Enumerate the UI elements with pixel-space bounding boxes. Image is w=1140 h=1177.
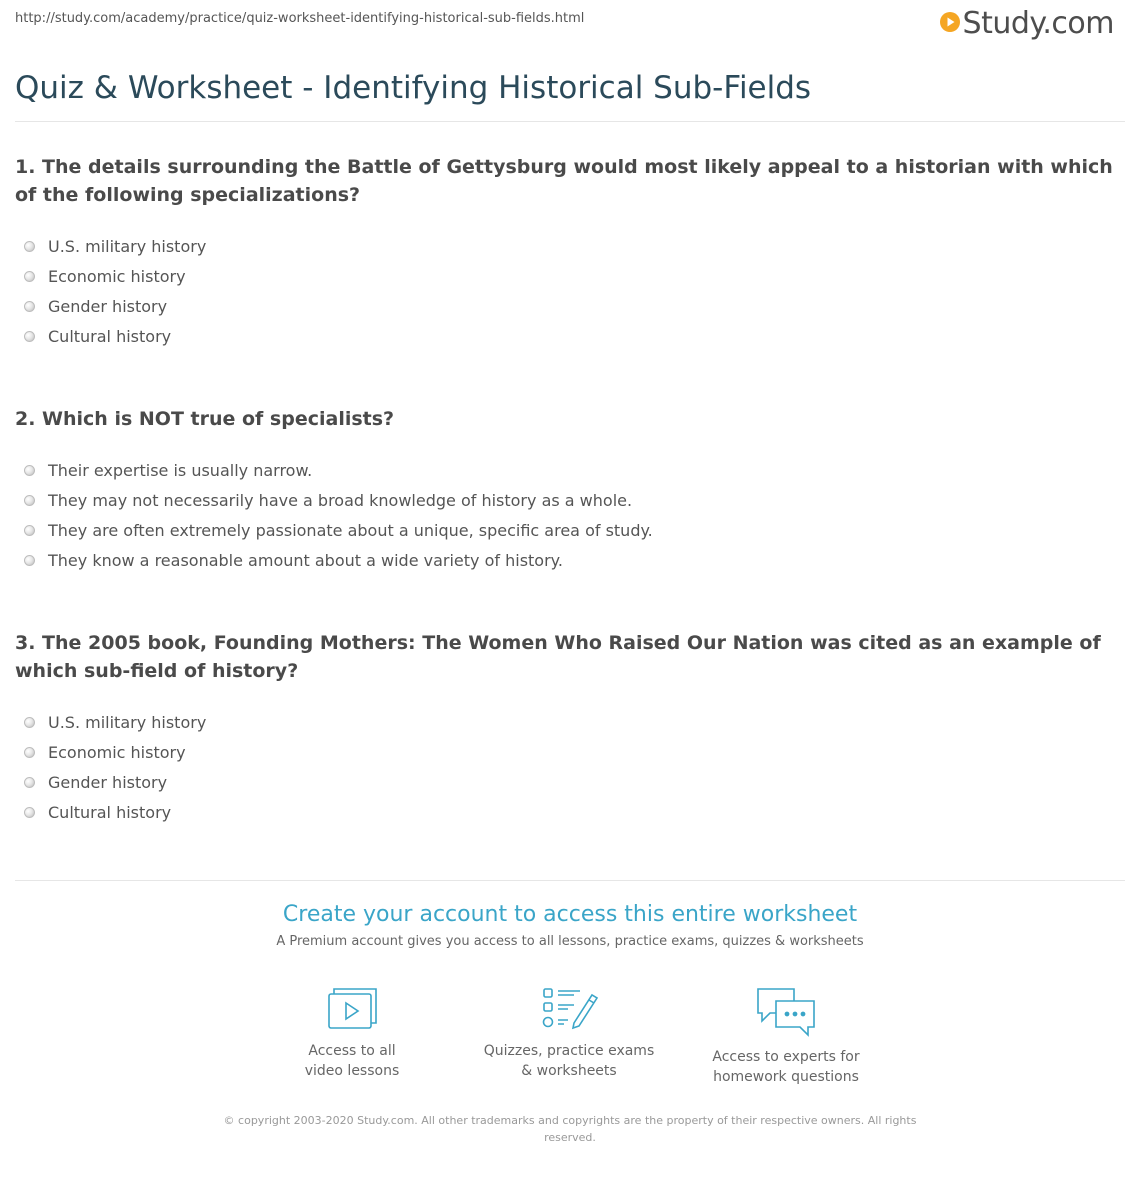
section-divider: [15, 880, 1125, 881]
feature-line: Access to all: [308, 1043, 396, 1059]
radio-button[interactable]: [24, 777, 35, 788]
premium-promo: [0, 902, 1140, 949]
answer-label: U.S. military history: [48, 236, 207, 256]
answer-label: U.S. military history: [48, 712, 207, 732]
answer-options: [15, 226, 1114, 356]
answer-label: They know a reasonable amount about a wide variety of history.: [48, 550, 563, 570]
radio-button[interactable]: [24, 747, 35, 758]
study-logo[interactable]: [939, 6, 1114, 41]
feature-line: homework questions: [713, 1069, 859, 1085]
radio-button[interactable]: [24, 271, 35, 282]
copyright-footer: [210, 1112, 930, 1146]
feature-list: [0, 985, 1140, 1095]
answer-options: [15, 450, 1114, 580]
feature-line: Access to experts for: [712, 1049, 860, 1065]
page-title: Quiz & Worksheet - Identifying Historical Sub-Fields: [15, 70, 812, 106]
question-3: [15, 629, 1114, 832]
radio-button[interactable]: [24, 717, 35, 728]
radio-button[interactable]: [24, 495, 35, 506]
video-lesson-icon: [252, 985, 452, 1031]
answer-label: Their expertise is usually narrow.: [48, 460, 313, 480]
answer-options: [15, 702, 1114, 832]
radio-button[interactable]: [24, 807, 35, 818]
checklist-icon: [469, 985, 669, 1031]
radio-button[interactable]: [24, 465, 35, 476]
chat-bubbles-icon: [686, 985, 886, 1037]
question-text: 2. Which is NOT true of specialists?: [15, 408, 395, 430]
answer-option[interactable]: [15, 792, 1114, 832]
answer-label: Economic history: [48, 742, 186, 762]
feature-video-lessons: [252, 985, 452, 1081]
answer-label: Cultural history: [48, 326, 172, 346]
question-text: 3. The 2005 book, Founding Mothers: The Women Who Raised Our Nation was cited as an example of which sub-field of history?: [15, 632, 1101, 682]
answer-label: They are often extremely passionate about a unique, specific area of study.: [48, 520, 653, 540]
answer-label: Economic history: [48, 266, 186, 286]
promo-subtitle: A Premium account gives you access to all lessons, practice exams, quizzes & worksheets: [276, 934, 864, 949]
answer-label: Cultural history: [48, 802, 172, 822]
title-divider: [15, 121, 1125, 122]
feature-experts: [686, 985, 886, 1087]
question-text: 1. The details surrounding the Battle of Gettysburg would most likely appeal to a historian with which of the following specializations?: [15, 156, 1113, 206]
copyright-line: reserved.: [544, 1131, 596, 1144]
copyright-line: © copyright 2003-2020 Study.com. All other trademarks and copyrights are the property of their respective owners. All rights: [223, 1114, 917, 1127]
answer-option[interactable]: [15, 316, 1114, 356]
answer-label: Gender history: [48, 772, 168, 792]
feature-quizzes: [469, 985, 669, 1081]
question-1: [15, 153, 1114, 356]
page-url: http://study.com/academy/practice/quiz-worksheet-identifying-historical-sub-fields.html: [15, 11, 585, 26]
logo-text: Study.com: [962, 6, 1114, 41]
answer-label: Gender history: [48, 296, 168, 316]
radio-button[interactable]: [24, 555, 35, 566]
feature-line: & worksheets: [521, 1063, 617, 1079]
radio-button[interactable]: [24, 525, 35, 536]
play-circle-icon: [939, 11, 961, 37]
feature-line: Quizzes, practice exams: [483, 1043, 655, 1059]
radio-button[interactable]: [24, 331, 35, 342]
radio-button[interactable]: [24, 301, 35, 312]
answer-option[interactable]: [15, 540, 1114, 580]
answer-label: They may not necessarily have a broad knowledge of history as a whole.: [48, 490, 633, 510]
feature-line: video lessons: [304, 1063, 400, 1079]
question-2: [15, 405, 1114, 580]
create-account-link[interactable]: Create your account to access this entire worksheet: [282, 902, 858, 927]
radio-button[interactable]: [24, 241, 35, 252]
